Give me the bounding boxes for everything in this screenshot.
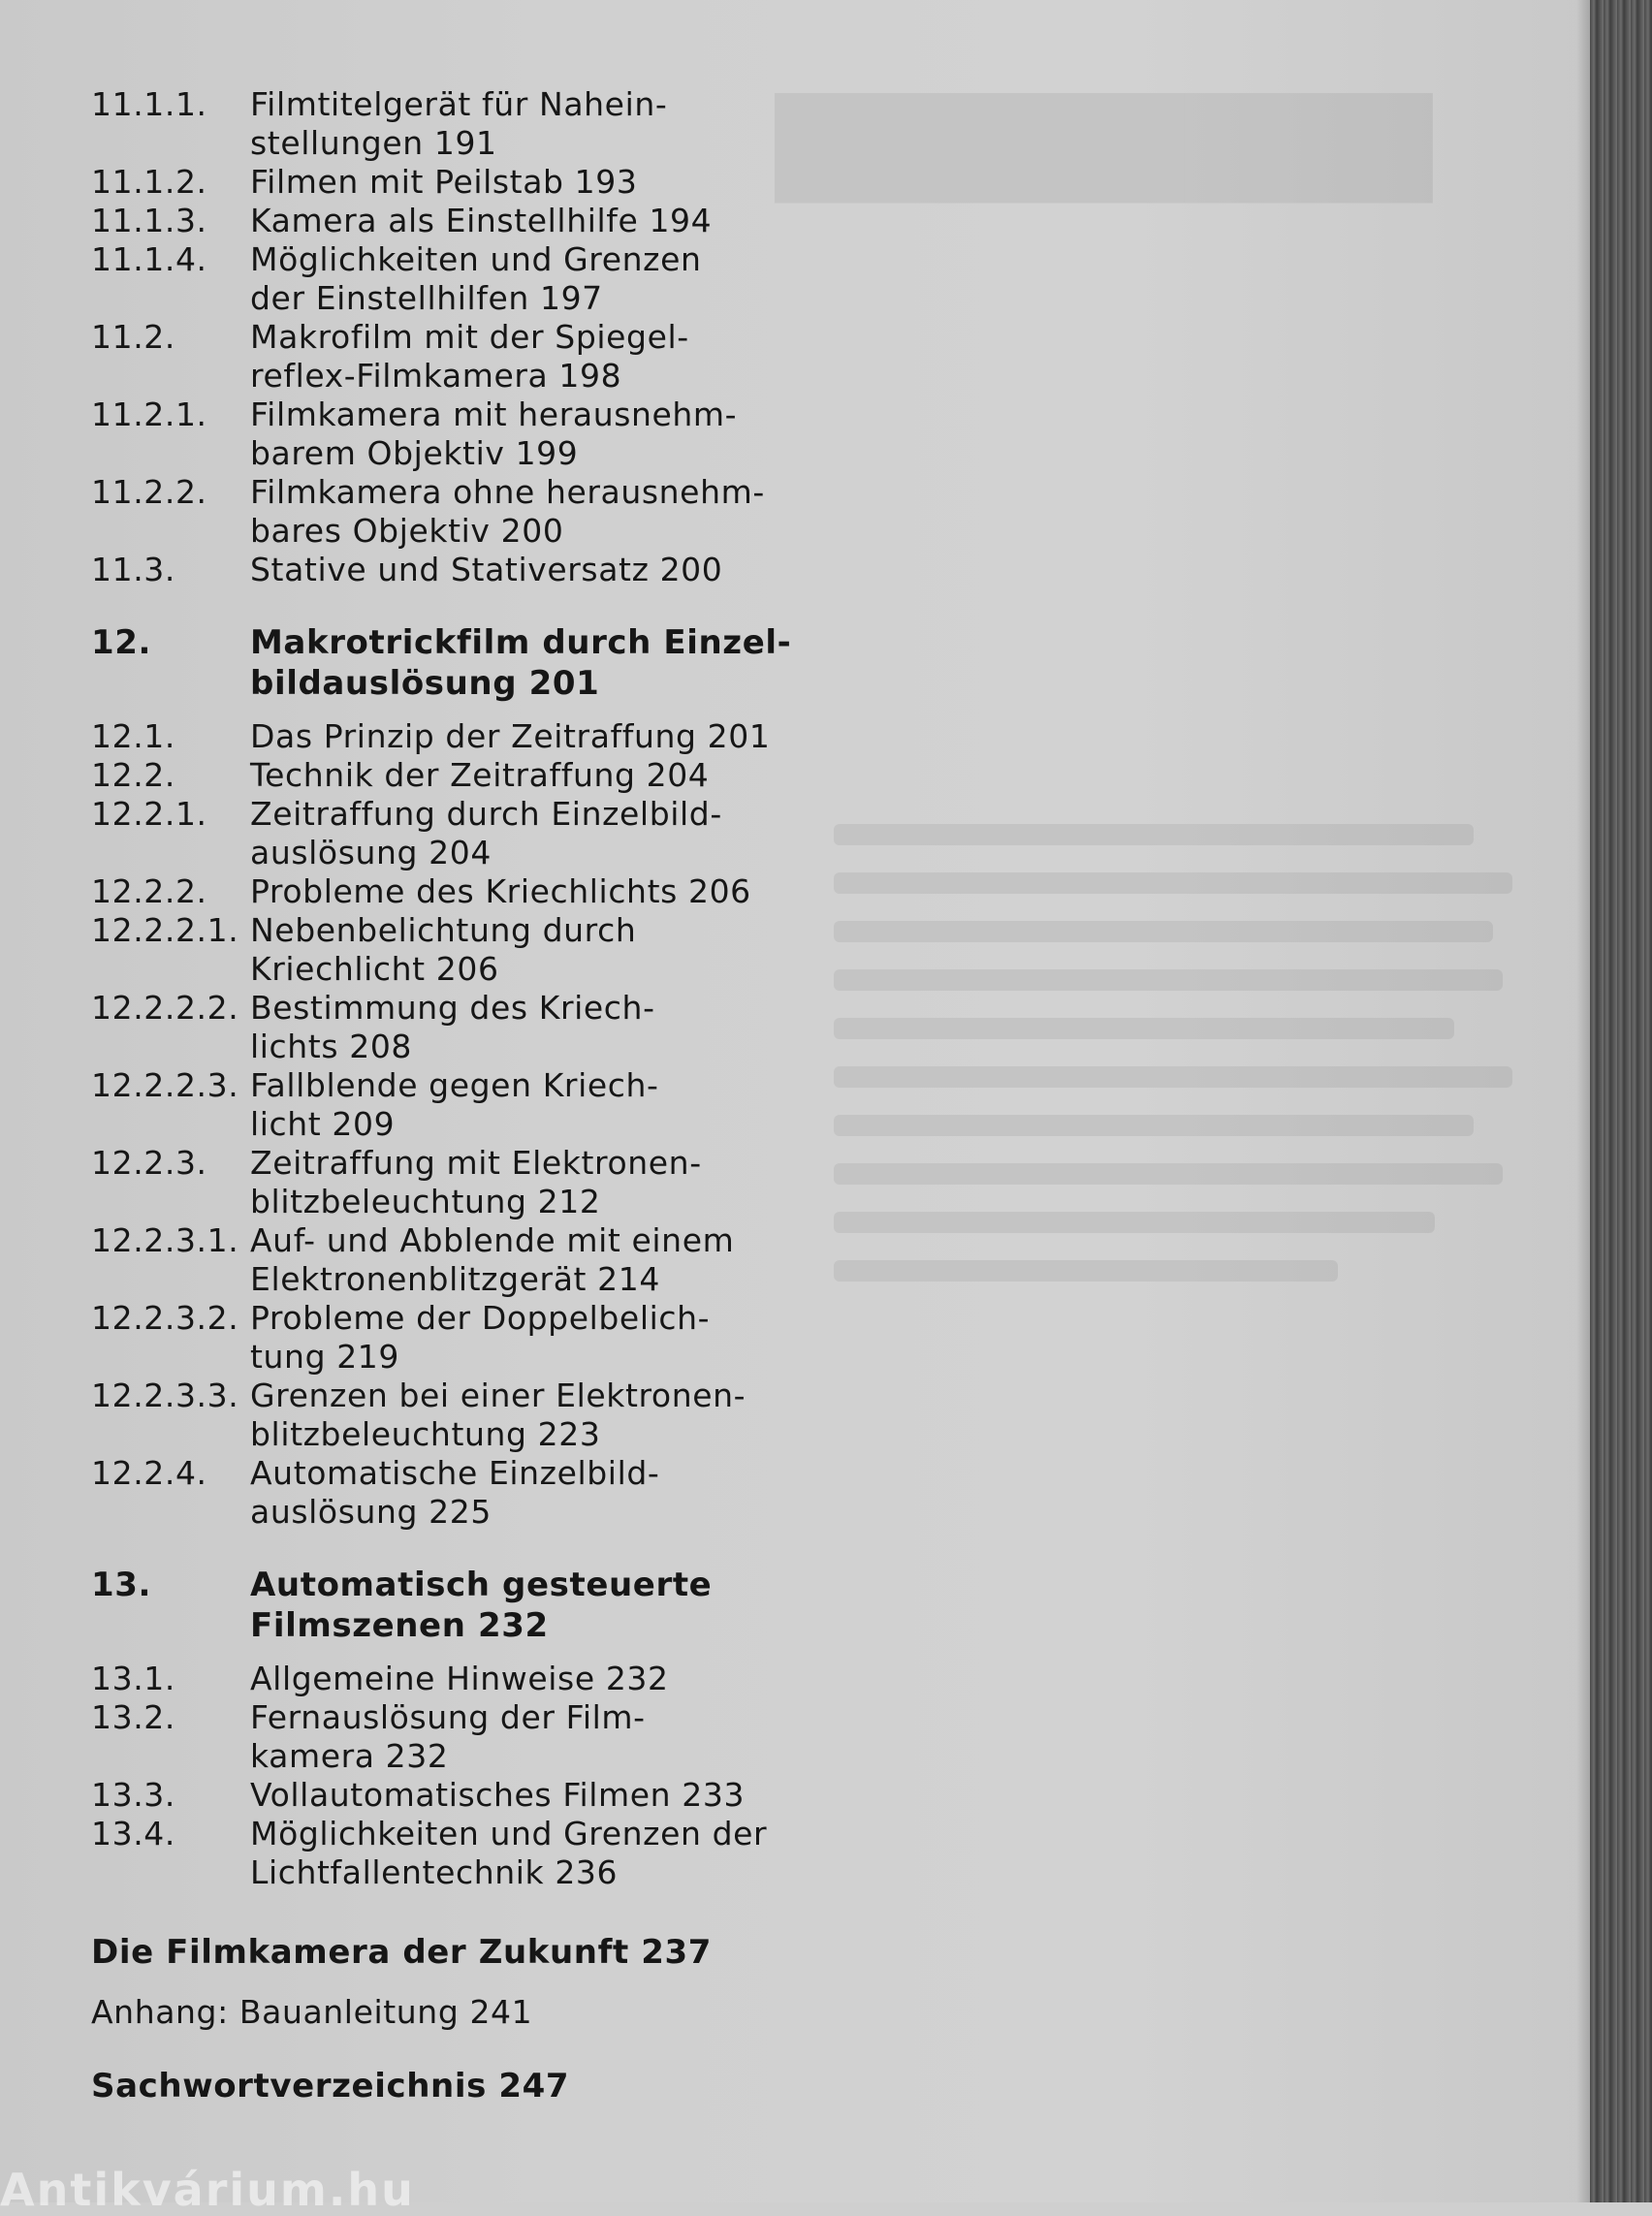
section-title	[250, 318, 828, 396]
title-line: Stative und Stativersatz 200	[250, 551, 723, 588]
toc-entry	[91, 795, 828, 872]
section-number: 13.1.	[91, 1660, 175, 1697]
toc-entry	[91, 318, 828, 396]
section-title	[250, 85, 828, 163]
show-through-line	[834, 1260, 1338, 1282]
section-title	[250, 1454, 828, 1532]
title-line: Lichtfallentechnik 236	[250, 1853, 619, 1891]
toc-entry	[91, 1660, 828, 1698]
toc-entry	[91, 1377, 828, 1454]
title-line: Filmen mit Peilstab 193	[250, 163, 638, 201]
title-line: stellungen 191	[250, 124, 497, 162]
toc-entry	[91, 1776, 828, 1815]
title-line: Filmtitelgerät für Nahein-	[250, 85, 668, 123]
section-title	[250, 1698, 828, 1776]
toc-entry	[91, 989, 828, 1066]
title-line: Kriechlicht 206	[250, 950, 499, 988]
section-number: 12.2.2.2.	[91, 989, 239, 1027]
book-page-edges	[1590, 0, 1652, 2202]
toc-entry	[91, 1815, 828, 1892]
section-title	[250, 240, 828, 318]
title-line: auslösung 204	[250, 834, 492, 871]
show-through-line	[834, 872, 1512, 894]
title-line: Filmkamera mit herausnehm-	[250, 396, 738, 433]
title-line: lichts 208	[250, 1028, 413, 1065]
title-line: Probleme des Kriechlichts 206	[250, 872, 751, 910]
section-number: 12.2.2.1.	[91, 911, 239, 949]
title-line: Elektronenblitzgerät 214	[250, 1260, 660, 1298]
section-title	[250, 202, 828, 240]
section-number: 11.1.2.	[91, 163, 207, 201]
watermark: Antikvárium.hu	[0, 2164, 415, 2216]
closing-entry: Die Filmkamera der Zukunft 237	[91, 1933, 713, 1972]
section-title	[250, 1660, 828, 1698]
chapter-heading	[91, 1565, 828, 1646]
title-line: Makrotrickfilm durch Einzel-	[250, 623, 792, 662]
title-line: Nebenbelichtung durch	[250, 911, 637, 949]
toc-entry	[91, 756, 828, 795]
title-line: Möglichkeiten und Grenzen der	[250, 1815, 768, 1852]
section-title	[250, 872, 828, 911]
title-line: Filmszenen 232	[250, 1606, 549, 1645]
section-title	[250, 473, 828, 551]
section-title	[250, 1776, 828, 1815]
section-title	[250, 1299, 828, 1377]
toc-entry	[91, 240, 828, 318]
title-line: blitzbeleuchtung 223	[250, 1415, 601, 1453]
title-line: Probleme der Doppelbelich-	[250, 1299, 711, 1337]
section-number: 11.2.1.	[91, 396, 207, 433]
title-line: Kamera als Einstellhilfe 194	[250, 202, 713, 239]
title-line: bares Objektiv 200	[250, 512, 564, 550]
toc-entry	[91, 473, 828, 551]
toc-entry	[91, 1066, 828, 1144]
section-number: 13.2.	[91, 1698, 175, 1736]
show-through-line	[834, 1115, 1474, 1136]
title-line: reflex-Filmkamera 198	[250, 357, 622, 395]
show-through-line	[834, 921, 1493, 942]
closing-entry: Sachwortverzeichnis 247	[91, 2067, 570, 2105]
title-line: Auf- und Abblende mit einem	[250, 1221, 735, 1259]
title-line: Das Prinzip der Zeitraffung 201	[250, 717, 771, 755]
title-line: Filmkamera ohne herausnehm-	[250, 473, 765, 511]
show-through-line	[834, 1018, 1454, 1039]
section-number: 12.2.2.	[91, 872, 207, 910]
toc-entry	[91, 163, 828, 202]
toc-entry	[91, 1144, 828, 1221]
title-line: Automatisch gesteuerte	[250, 1566, 713, 1604]
title-line: barem Objektiv 199	[250, 434, 579, 472]
section-title	[250, 1565, 828, 1646]
show-through-line	[834, 1163, 1503, 1185]
section-title	[250, 1815, 828, 1892]
title-line: Möglichkeiten und Grenzen	[250, 240, 702, 278]
title-line: Fernauslösung der Film-	[250, 1698, 646, 1736]
section-number: 13.4.	[91, 1815, 175, 1852]
section-title	[250, 1377, 828, 1454]
toc-entry	[91, 1698, 828, 1776]
show-through-line	[834, 969, 1503, 991]
toc-entry	[91, 551, 828, 589]
section-number: 12.1.	[91, 717, 175, 755]
section-title	[250, 622, 828, 704]
closing-entry: Anhang: Bauanleitung 241	[91, 1993, 533, 2031]
section-title	[250, 756, 828, 795]
section-title	[250, 1066, 828, 1144]
section-title	[250, 1144, 828, 1221]
title-line: Automatische Einzelbild-	[250, 1454, 660, 1492]
toc-entry	[91, 85, 828, 163]
title-line: Technik der Zeitraffung 204	[250, 756, 710, 794]
section-number: 12.2.3.	[91, 1144, 207, 1182]
show-through-line	[834, 1212, 1435, 1233]
section-number: 11.3.	[91, 551, 175, 588]
section-title	[250, 396, 828, 473]
title-line: Makrofilm mit der Spiegel-	[250, 318, 689, 356]
section-number: 13.	[91, 1566, 152, 1604]
title-line: blitzbeleuchtung 212	[250, 1183, 601, 1220]
toc-entry	[91, 202, 828, 240]
toc-entry	[91, 396, 828, 473]
toc-entry	[91, 1454, 828, 1532]
toc-entry	[91, 1221, 828, 1299]
section-title	[250, 911, 828, 989]
title-line: licht 209	[250, 1105, 396, 1143]
toc-entry	[91, 1299, 828, 1377]
toc-entry	[91, 911, 828, 989]
title-line: Allgemeine Hinweise 232	[250, 1660, 669, 1697]
section-number: 12.2.3.1.	[91, 1221, 239, 1259]
title-line: bildauslösung 201	[250, 664, 600, 703]
title-line: tung 219	[250, 1338, 399, 1376]
section-title	[250, 163, 828, 202]
section-number: 11.2.	[91, 318, 175, 356]
section-number: 11.1.1.	[91, 85, 207, 123]
section-number: 12.2.3.3.	[91, 1377, 239, 1414]
show-through-text	[737, 58, 1571, 1415]
section-title	[250, 989, 828, 1066]
section-number: 13.3.	[91, 1776, 175, 1814]
title-line: Vollautomatisches Filmen 233	[250, 1776, 746, 1814]
section-title	[250, 1221, 828, 1299]
title-line: Bestimmung des Kriech-	[250, 989, 655, 1027]
section-title	[250, 795, 828, 872]
section-title	[250, 551, 828, 589]
title-line: Fallblende gegen Kriech-	[250, 1066, 659, 1104]
table-of-contents	[91, 85, 828, 2105]
title-line: Zeitraffung durch Einzelbild-	[250, 795, 722, 833]
title-line: Grenzen bei einer Elektronen-	[250, 1377, 747, 1414]
section-number: 12.2.1.	[91, 795, 207, 833]
section-number: 12.2.3.2.	[91, 1299, 239, 1337]
toc-entry	[91, 717, 828, 756]
show-through-line	[834, 1066, 1512, 1088]
show-through-heading: ▇▇▇▇▇▇▇▇	[776, 78, 1432, 202]
title-line: Zeitraffung mit Elektronen-	[250, 1144, 702, 1182]
section-number: 12.2.2.3.	[91, 1066, 239, 1104]
section-number: 12.2.4.	[91, 1454, 207, 1492]
toc-entry	[91, 872, 828, 911]
title-line: kamera 232	[250, 1737, 449, 1775]
section-number: 12.	[91, 623, 152, 662]
section-title	[250, 717, 828, 756]
title-line: auslösung 225	[250, 1493, 492, 1531]
section-number: 11.2.2.	[91, 473, 207, 511]
title-line: der Einstellhilfen 197	[250, 279, 603, 317]
section-number: 11.1.4.	[91, 240, 207, 278]
section-number: 12.2.	[91, 756, 175, 794]
section-number: 11.1.3.	[91, 202, 207, 239]
chapter-heading	[91, 622, 828, 704]
show-through-line	[834, 824, 1474, 845]
